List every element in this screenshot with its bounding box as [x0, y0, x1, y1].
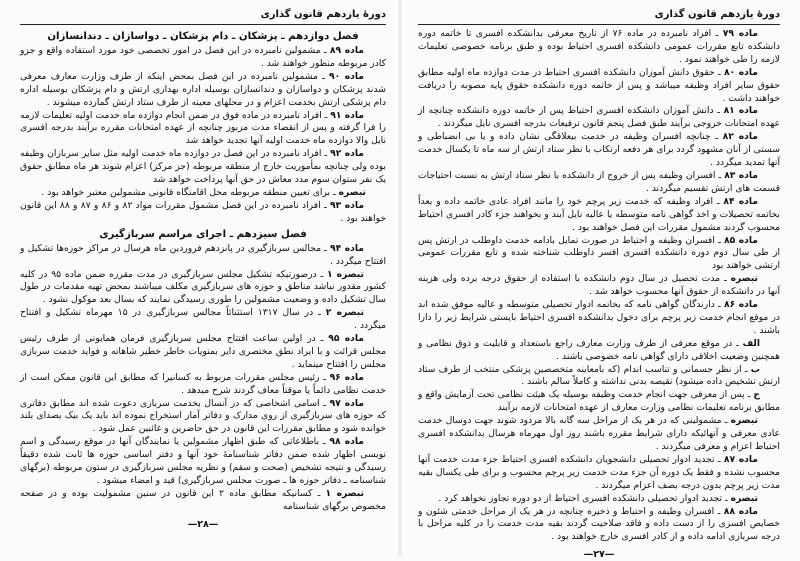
- article-paragraph: [20, 436, 386, 488]
- article-text: ـ افراد نامبرده در ماده ۷۶ از تاریخ معرفی بدانشکده افسری تا خاتمه دوره دانشکده تابع مقررات عمومی دانشکده افسری احتیاط بوده و طبق برنامه خصوصی تعلیمات لازمه را طی خواهند نمود .: [418, 28, 780, 65]
- article-label: ماده ۹۲: [330, 148, 364, 160]
- article-label: تبصره: [730, 415, 758, 427]
- chapter-title: فصل سیزدهم ـ اجرای مراسم سربازگیری: [99, 228, 307, 240]
- chapter-title: فصل دوازدهم ـ پزشکان ـ دام پزشکان ـ دواسازان ـ دندانسازان: [47, 31, 359, 42]
- article-paragraph: [418, 389, 780, 415]
- article-text: ـ افسران وظیفه و احتیاط در صورت تمایل بادامه خدمت داوطلب در ارتش پس از طی سال دوم دوره دانشکده افسری افسر داوطلب شناخته شده و تابع مقررات عمومی ارتشی خواهند بود: [418, 234, 780, 272]
- article-paragraph: [418, 338, 780, 364]
- article-label: تبصره ۲: [325, 307, 364, 319]
- header-rule: [20, 24, 386, 25]
- article-text: ـ از نظر جسمانی و تناسب اندام (که بامعاینه متخصصین پزشکی منتخب از طرف ستاد ارتش تشخیص داده میشود) نقیصه بدنی نداشته و کاملاً سالم باشند .: [418, 363, 780, 388]
- article-text: ـ برای تعیین منطقه مربوطه محل اقامتگاه قانونی مشمولین معتبر خواهد بود .: [41, 186, 339, 198]
- article-paragraph: [20, 148, 386, 187]
- article-label: ماده ۸۶: [723, 299, 758, 311]
- article-paragraph: [418, 28, 780, 67]
- header-rule: [418, 24, 780, 25]
- article-text: ـ تجدید ادوار تحصیلی دانشجویان دانشکده افسری احتیاط جزء مدت خدمت آنها محسوب نشده و فقط یک دوره آن جزء مدت خدمت زیر پرچم محسوب و برای طی یکسال بقیه مدت زیر پرچم بدون درجه بصف اعزام میگردند .: [418, 453, 780, 491]
- article-label: ماده ۹۸: [329, 436, 364, 448]
- article-text: ـ در موقع معرفی از طرف وزارت معارف راجع باستعداد و قابلیت و ذوق نظامی و همچنین وضعیت اخلاقی دارای گواهی نامه خصوصی باشند .: [418, 337, 780, 362]
- article-label: ب: [750, 363, 760, 375]
- article-label: تبصره ۱: [326, 268, 365, 280]
- article-text: ـ پس از معرفی جهت انجام خدمت وظیفه بوسیله یک هیئت نظامی تحت آزمایش واقع و مطابق برنامه تعلیمات نظامی وزارت معارف از عهده امتحانات لازمه برآیند: [418, 389, 780, 414]
- article-paragraph: [20, 372, 386, 398]
- article-label: ماده ۸۳: [724, 169, 758, 181]
- article-label: ماده ۸۲: [722, 131, 758, 143]
- page-number: —۲۸—: [187, 518, 219, 530]
- article-label: ماده ۹۳: [329, 199, 365, 211]
- article-paragraph: [20, 71, 386, 110]
- article-paragraph: [20, 45, 386, 71]
- article-paragraph: [418, 235, 780, 274]
- article-text: ـ چنانچه افسران وظیفه در خدمت بیعلاقگی نشان داده و یا بی انضباطی و سستی از آنان مشهود گردد برای هر دفعه ارتکاب با نظر ستاد ارتش از سه ماه تا یکسال خدمت آنها تمدید میگردد .: [418, 131, 780, 169]
- running-header: دورهٔ یازدهم قانون گذاری: [260, 9, 386, 20]
- article-paragraph: [20, 110, 386, 149]
- article-label: ماده ۹۱: [330, 109, 364, 121]
- article-text: ـ افراد نامبرده در این فصل مشمول مقررات مواد ۸۲ و ۸۶ و ۸۷ و ۸۸ این قانون خواهند بود .: [20, 199, 386, 224]
- article-paragraph: [418, 170, 780, 196]
- article-text: ـ اسامی اشخاصی که در آنسال بخدمت سربازی دعوت شده اند مطابق دفاتری که حوزه های سربازگیری از روی مدارک و دفاتر آمار استخراج نموده اند باید یک بیک بصدای بلند خوانده شود و مطابق مقررات این قانون در حق حاضرین و غائبین عمل شود .: [20, 397, 386, 435]
- article-label: ماده ۸۹: [329, 45, 364, 56]
- article-label: ماده ۷۹: [722, 28, 758, 39]
- article-label: ماده ۹۰: [329, 70, 364, 82]
- article-text: ـ حقوق دانش آموزان دانشکده افسری احتیاط در مدت دوازده ماه اولیه مطابق حقوق سایر افراد وظیفه میباشد و پس از خاتمه دوره دانشکده حقوق پایه مصوبه را دریافت خواهند داشت .: [418, 66, 780, 104]
- article-label: ماده ۸۰: [723, 66, 758, 78]
- article-label: تبصره: [730, 273, 758, 285]
- article-text: ـ تجدید ادوار تحصیلی دانشکده افسری احتیاط از دو دوره تجاوز نخواهد کرد .: [438, 492, 731, 504]
- article-text: ـ مشمولین نامبرده در این فصل در امور تخصصی خود مورد استفاده واقع و جزو کادر مربوطه منظور خواهند شد .: [20, 45, 386, 69]
- article-text: ـ در اولین ساعت افتتاح مجلس سربازگیری فرمان همایونی از طرف رئیس مجلس قرائت و با ایراد نطق مختصری دایر بمنویات خاطر خطیر شاهانه و فواید خدمت سربازی مجلس را افتتاح مینماید .: [20, 333, 386, 370]
- article-paragraph: [418, 493, 780, 506]
- article-label: ماده ۸۸: [723, 505, 758, 517]
- article-paragraph: [20, 187, 386, 200]
- article-paragraph: [418, 196, 780, 235]
- article-label: الف: [742, 337, 760, 349]
- article-label: ماده ۹۵: [328, 333, 364, 345]
- article-text: ـ کسانیکه مطابق ماده ۲ این قانون در سنین مشمولیت بوده و در صفحه مخصوص برگهای شناسنامه: [20, 487, 386, 512]
- article-text: ـ افسران وظیفه و احتیاط و ذخیره چنانچه در هر یک از مراحل خدمتی شئون و خصایص افسری را از دست داده و فاقد صلاحیت گردند بقیه مدت خدمت را در کلیه مراحل با درجه سربازی ادامه داده و از کادر افسری خارج خواهند بود .: [418, 505, 780, 543]
- article-text: ـ مشمولینی که در هر یک از مراحل سه گانه بالا مردود شوند جهت دوسال خدمت عادی معرفی و آنهائیکه دارای شرایط مقرره باشند روز اول مهرماه هرسال بدانشکده افسری احتیاط اعزام و معرفی میگردند .: [418, 415, 780, 452]
- article-text: ـ افراد نامبرده در این فصل در دوازده ماه خدمت اولیه مثل سایر سربازان وظیفه بوده ولی چنانچه بمأموریت خارج از منطقه مربوطه (جز مرکز) اعزام شوند هر ماه مطابق حقوق یک نفر ستوان سوم مدد معاش در حق آنها پرداخت خواهد شد: [20, 148, 386, 186]
- article-paragraph: [418, 364, 780, 390]
- article-text: ـ افراد نامبرده در ماده فوق در ضمن انجام دوازده ماه خدمت اولیه تعلیمات لازمه را فرا گرفته و پس از انقضاء مدت مزبور چنانچه از عهده امتحانات مقرره برآیند بدرجه افسری نایل والا دوازده ماه خدمت اولیه آنها تجدید خواهد شد: [20, 109, 386, 147]
- left-page: [0, 0, 400, 556]
- article-text: ـ مجالس سربازگیری در پانزدهم فروردین ماه هرسال در مراکز حوزه‌ها تشکیل و افتتاح میگردد .: [20, 242, 386, 267]
- article-label: ماده ۹۶: [329, 371, 364, 383]
- article-text: ـ افراد وظیفه که خدمت زیر پرچم خود را مانند افراد عادی خاتمه داده و بعداً بخاتمه تحصیلات و اخذ گواهی نامه متوسطه یا عالیه نایل آیند و بخواهند جزء کادر افسری احتیاط محسوب گردند مشمول مقررات این فصل خواهند بود .: [418, 195, 780, 233]
- article-paragraph: [418, 506, 780, 545]
- article-text: ـ مدت تحصیل در سال دوم دانشکده با استفاده از حقوق درجه برده ولی هزینه آنها در دانشکده از حقوق آنها محسوب خواهد شد .: [418, 273, 780, 298]
- article-label: ماده ۸۱: [723, 105, 758, 117]
- article-paragraph: [20, 398, 386, 437]
- article-label: ماده ۹۴: [330, 242, 364, 254]
- article-paragraph: [418, 415, 780, 454]
- page-body: [20, 28, 386, 514]
- article-text: ـ دارندگان گواهی نامه که بخاتمه ادوار تحصیلی متوسطه و عالیه موفق شده اند در موقع انجام خدمت زیر پرچم برای دخول بدانشکده افسری احتیاط بایستی شرایط زیر را دارا باشند .: [418, 299, 780, 336]
- article-text: ـ باطلاعاتی که طبق اظهار مشمولین یا نمایندگان آنها در موقع رسیدگی و اسم نویسی اظهار شده ضمن دفاتر شناسنامهٔ خود آنها و دفتر اساسی حوزه ها ثابت شده دقیقاً رسیدگی و نتیجه تشخیص (صحت و سقم) و نظریه مجلس سربازگیری در ستون مربوطه (برگهای شناسنامه ـ دفاتر حوزه ها ـ صورت مجلس سربازگیری) قید و امضاء میشود .: [20, 436, 386, 486]
- article-text: ـ مشمولین نامبرده در این فصل بمحض اینکه از طرف وزارت معارف معرفی شدند پزشکان و دواسازان و دندانسازان بوسیله اداره بهداری ارتش و دام پزشکان بوسیله اداره دام پزشکی ارتش بخدمت اعزام و در محلهای معینه از طرف ستاد ارتش گمارده میشوند .: [20, 70, 386, 108]
- article-text: ـ دانش آموزان دانشکده افسری احتیاط پس از خاتمه دوره دانشکده چنانچه از عهده امتحانات خروجی برآیند طبق فصل پنجم قانون ترفیعات بدرجه افسری نایل میگردند .: [418, 105, 780, 130]
- running-header: دورهٔ یازدهم قانون گذاری: [654, 9, 780, 20]
- page-body: [418, 28, 780, 544]
- article-label: تبصره: [730, 492, 758, 504]
- article-label: تبصره: [338, 186, 366, 198]
- article-paragraph: [20, 307, 386, 333]
- article-paragraph: [418, 273, 780, 299]
- article-paragraph: [20, 333, 386, 372]
- article-label: ماده ۹۷: [329, 397, 364, 409]
- article-label: ج: [753, 389, 760, 401]
- article-paragraph: [20, 200, 386, 226]
- article-paragraph: [418, 299, 780, 338]
- article-text: ـ افسران وظیفه پس از خروج از دانشکده با نظر ستاد ارتش به نسبت احتیاجات قسمت های ارتش تقسیم میگردند .: [418, 169, 780, 194]
- article-label: ماده ۸۴: [723, 195, 758, 207]
- article-text: ـ درصورتیکه تشکیل مجلس سربازگیری در مدت مقرره ضمن ماده ۹۵ در کلیه کشور مقدور نباشد مناطق و حوزه های سربازگیری مکلف میباشند بمحض تهیه مقدمات در طول سال تشکیل داده و وضعیت مشمولین را طوری رسیدگی نمایند که بسال بعد موکول نشود .: [20, 268, 386, 306]
- article-paragraph: [418, 131, 780, 170]
- article-label: ماده ۸۷: [723, 453, 758, 465]
- right-page: [400, 0, 800, 561]
- article-label: ماده ۸۵: [724, 234, 758, 246]
- article-paragraph: [20, 243, 386, 269]
- article-paragraph: [418, 105, 780, 131]
- article-label: تبصره ۱: [325, 487, 364, 499]
- page-number: —۲۷—: [583, 549, 615, 561]
- article-paragraph: [418, 67, 780, 106]
- article-paragraph: [20, 488, 386, 514]
- article-text: ـ در سال ۱۳۱۷ استثنائاً مجالس سربازگیری در ۱۵ مهرماه تشکیل و افتتاح میگردد .: [20, 307, 386, 332]
- article-paragraph: [20, 269, 386, 308]
- article-paragraph: [418, 454, 780, 493]
- article-text: ـ رئیس مجلس مقررات مربوط به کسانیرا که مطابق این قانون ممکن است از خدمت نظامی دائماً یا موقتاً معاف گردند شرح میدهد .: [20, 371, 386, 396]
